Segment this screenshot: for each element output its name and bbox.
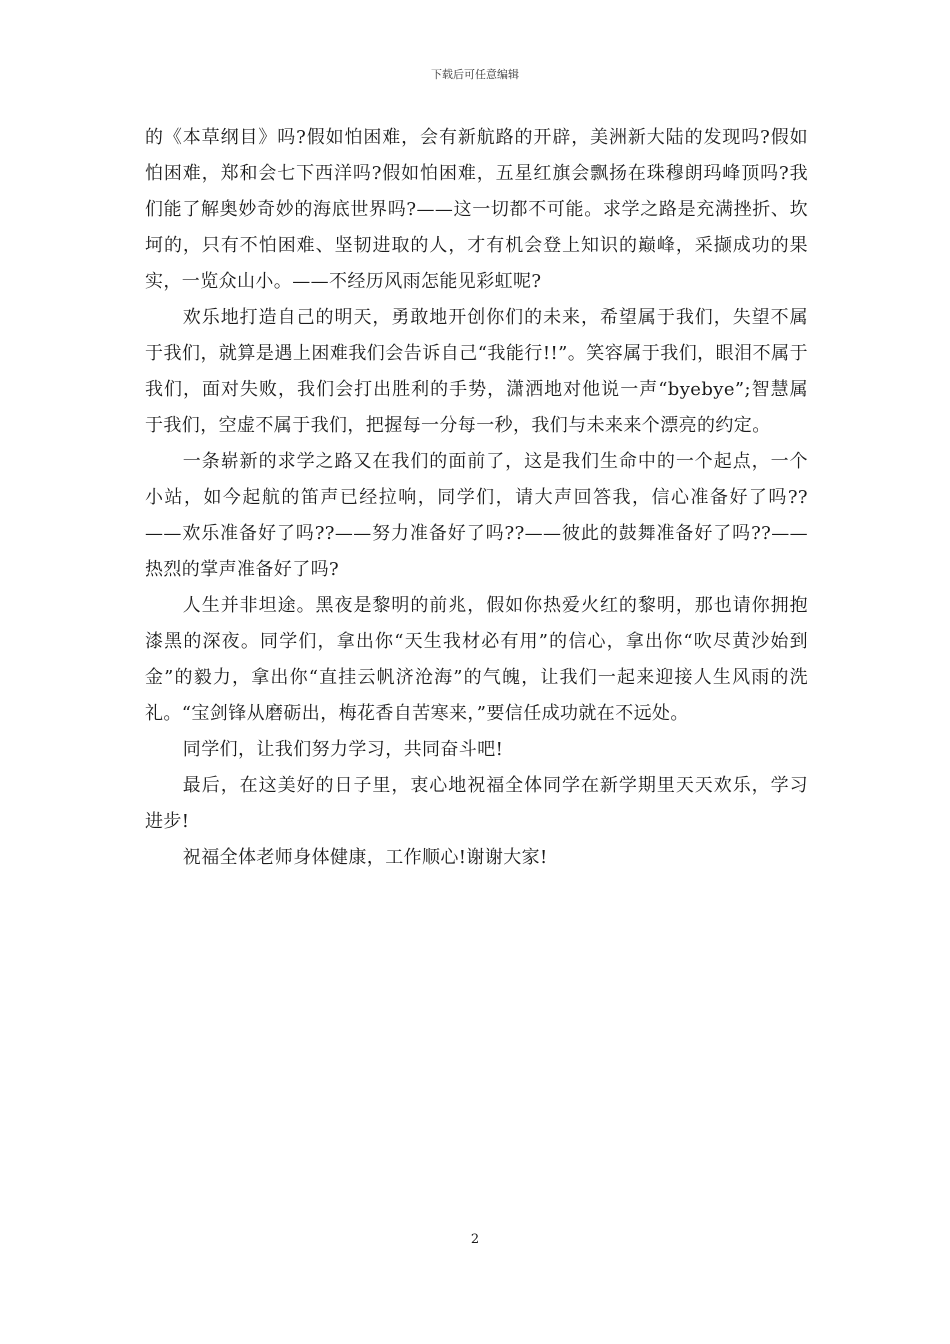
page-number: 2 [470, 1232, 480, 1247]
paragraph-new-path: 一条崭新的求学之路又在我们的面前了，这是我们生命中的一个起点，一个小站，如今起航的笛声已经拉响，同学们，请大声回答我，信心准备好了吗??——欢乐准备好了吗??——努力准备好了吗??——彼此的鼓舞准备好了吗??——热烈的掌声准备好了吗? [145, 451, 808, 580]
paragraph-continuation: 的《本草纲目》吗?假如怕困难，会有新航路的开辟，美洲新大陆的发现吗?假如怕困难，郑和会七下西洋吗?假如怕困难，五星红旗会飘扬在珠穆朗玛峰顶吗?我们能了解奥妙奇妙的海底世界吗?——这一切都不可能。求学之路是充满挫折、坎坷的，只有不怕困难、坚韧进取的人，才有机会登上知识的巅峰，采撷成功的果实，一览众山小。——不经历风雨怎能见彩虹呢? [145, 127, 808, 292]
paragraph-wishes-students: 最后，在这美好的日子里，衷心地祝福全体同学在新学期里天天欢乐，学习进步! [145, 775, 808, 832]
paragraph-encourage: 同学们，让我们努力学习，共同奋斗吧! [182, 739, 504, 760]
paragraph-wishes-teachers: 祝福全体老师身体健康，工作顺心!谢谢大家! [182, 847, 548, 868]
paragraph-life: 人生并非坦途。黑夜是黎明的前兆，假如你热爱火红的黎明，那也请你拥抱漆黑的深夜。同学们，拿出你“天生我材必有用”的信心，拿出你“吹尽黄沙始到金”的毅力，拿出你“直挂云帆济沧海”的气魄，让我们一起来迎接人生风雨的洗礼。“宝剑锋从磨砺出，梅花香自苦寒来，”要信任成功就在不远处。 [145, 595, 808, 724]
page-header: 下载后可任意编辑 [431, 68, 519, 81]
document-body [145, 120, 808, 876]
paragraph-future: 欢乐地打造自己的明天，勇敢地开创你们的未来，希望属于我们，失望不属于我们，就算是遇上困难我们会告诉自己“我能行!!”。笑容属于我们，眼泪不属于我们，面对失败，我们会打出胜利的手势，潇洒地对他说一声“byebye”;智慧属于我们，空虚不属于我们，把握每一分每一秒，我们与未来来个漂亮的约定。 [145, 307, 808, 436]
